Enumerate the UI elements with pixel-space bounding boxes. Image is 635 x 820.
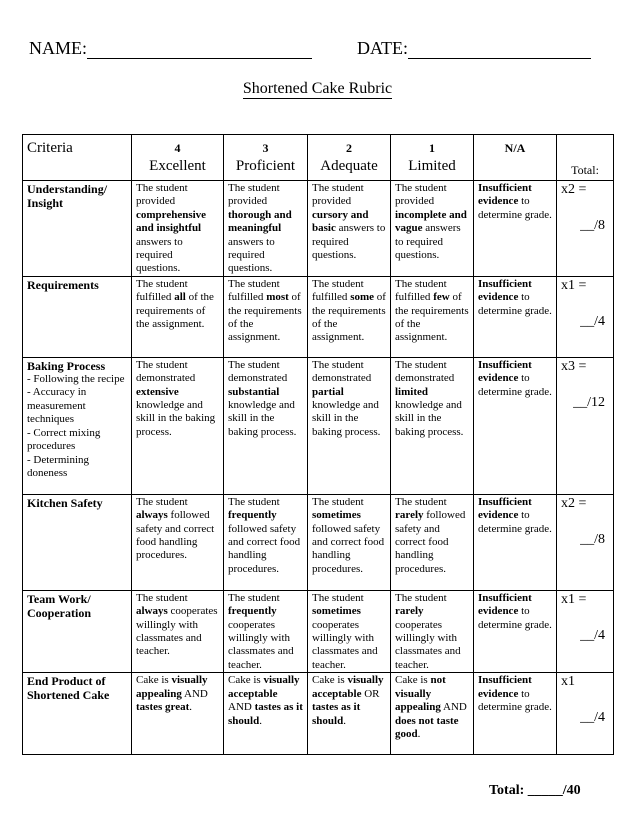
score-cell-2[interactable]: The student sometimes followed safety and correct food handling procedures. — [308, 494, 391, 590]
criterion-cell — [23, 276, 132, 357]
score-cell-3[interactable]: The student frequently cooperates willingly with classmates and teacher. — [224, 590, 308, 672]
col-na: N/A — [474, 135, 557, 181]
row-points[interactable]: __/8 — [580, 531, 605, 547]
col-1: 1 Limited — [391, 135, 474, 181]
score-cell-1[interactable]: The student rarely cooperates willingly with classmates and teacher. — [391, 590, 474, 672]
row-total-cell[interactable] — [557, 590, 614, 672]
criterion-name: Requirements — [27, 277, 99, 292]
score-cell-4[interactable]: Cake is visually appealing AND tastes great. — [132, 673, 224, 755]
date-field[interactable] — [357, 38, 591, 59]
rubric-row — [23, 276, 614, 357]
criterion-subitems — [27, 373, 127, 481]
score-cell-3[interactable]: The student demonstrated substantial knowledge and skill in the baking process. — [224, 357, 308, 494]
row-total-cell[interactable] — [557, 673, 614, 755]
criterion-subitem: - Determining doneness — [27, 453, 90, 480]
criterion-cell — [23, 673, 132, 755]
date-label: DATE: — [357, 38, 408, 58]
criterion-cell — [23, 357, 132, 494]
na-cell[interactable]: Insufficient evidence to determine grade. — [474, 181, 557, 277]
score-cell-2[interactable]: Cake is visually acceptable OR tastes as it should. — [308, 673, 391, 755]
col-2: 2 Adequate — [308, 135, 391, 181]
score-cell-3[interactable]: The student provided thorough and meaningful answers to required questions. — [224, 181, 308, 277]
multiplier: x1 = — [561, 277, 587, 293]
criterion-subitem: - Accuracy in measurement techniques — [27, 386, 87, 426]
criterion-name: Baking Process — [27, 358, 106, 373]
score-cell-1[interactable]: Cake is not visually appealing AND does not taste good. — [391, 673, 474, 755]
score-cell-1[interactable]: The student rarely followed safety and correct food handling procedures. — [391, 494, 474, 590]
score-cell-4[interactable]: The student fulfilled all of the requirements of the assignment. — [132, 276, 224, 357]
score-cell-1[interactable]: The student fulfilled few of the requirements of the assignment. — [391, 276, 474, 357]
date-line[interactable] — [408, 40, 591, 59]
score-cell-3[interactable]: Cake is visually acceptable AND tastes as it should. — [224, 673, 308, 755]
header-row — [23, 135, 614, 181]
col-criteria: Criteria — [23, 135, 132, 181]
score-cell-1[interactable]: The student provided incomplete and vague answers to required questions. — [391, 181, 474, 277]
score-cell-4[interactable]: The student demonstrated extensive knowledge and skill in the baking process. — [132, 357, 224, 494]
na-cell[interactable]: Insufficient evidence to determine grade. — [474, 673, 557, 755]
score-cell-4[interactable]: The student always followed safety and correct food handling procedures. — [132, 494, 224, 590]
row-points[interactable]: __/4 — [580, 313, 605, 329]
rubric-row — [23, 673, 614, 755]
score-cell-2[interactable]: The student sometimes cooperates willingly with classmates and teacher. — [308, 590, 391, 672]
score-cell-2[interactable]: The student demonstrated partial knowledge and skill in the baking process. — [308, 357, 391, 494]
score-cell-3[interactable]: The student frequently followed safety and correct food handling procedures. — [224, 494, 308, 590]
multiplier: x1 — [561, 674, 575, 690]
score-cell-2[interactable]: The student provided cursory and basic answers to required questions. — [308, 181, 391, 277]
col-3: 3 Proficient — [224, 135, 308, 181]
rubric-row — [23, 357, 614, 494]
name-label: NAME: — [29, 38, 87, 58]
criterion-name: Kitchen Safety — [27, 495, 103, 510]
name-field[interactable] — [29, 38, 312, 59]
criterion-name: Understanding/ Insight — [27, 182, 108, 210]
multiplier: x1 = — [561, 591, 587, 607]
multiplier: x2 = — [561, 182, 587, 197]
col-4: 4 Excellent — [132, 135, 224, 181]
rubric-row — [23, 181, 614, 277]
na-cell[interactable]: Insufficient evidence to determine grade. — [474, 357, 557, 494]
row-total-cell[interactable] — [557, 357, 614, 494]
row-points[interactable]: __/4 — [580, 627, 605, 643]
row-points[interactable]: __/4 — [580, 710, 605, 726]
row-points[interactable]: __/8 — [580, 218, 605, 233]
rubric-row — [23, 494, 614, 590]
row-total-cell[interactable] — [557, 181, 614, 277]
criterion-cell — [23, 181, 132, 277]
multiplier: x2 = — [561, 495, 587, 511]
criterion-cell — [23, 494, 132, 590]
row-total-cell[interactable] — [557, 276, 614, 357]
score-cell-2[interactable]: The student fulfilled some of the requirements of the assignment. — [308, 276, 391, 357]
na-cell[interactable]: Insufficient evidence to determine grade. — [474, 590, 557, 672]
score-cell-3[interactable]: The student fulfilled most of the requirements of the assignment. — [224, 276, 308, 357]
criterion-name: Team Work/ Cooperation — [27, 591, 91, 620]
row-points[interactable]: __/12 — [573, 394, 605, 410]
col-total: Total: — [557, 135, 614, 181]
score-cell-1[interactable]: The student demonstrated limited knowledge and skill in the baking process. — [391, 357, 474, 494]
score-cell-4[interactable]: The student provided comprehensive and insightful answers to required questions. — [132, 181, 224, 277]
na-cell[interactable]: Insufficient evidence to determine grade. — [474, 494, 557, 590]
score-cell-4[interactable]: The student always cooperates willingly with classmates and teacher. — [132, 590, 224, 672]
multiplier: x3 = — [561, 358, 587, 374]
page-title: Shortened Cake Rubric — [242, 80, 393, 97]
rubric-row — [23, 590, 614, 672]
criterion-cell — [23, 590, 132, 672]
rubric-table — [22, 134, 614, 755]
grand-total[interactable]: Total: _____/40 — [489, 783, 581, 798]
criterion-subitem: - Correct mixing procedures — [27, 426, 101, 453]
criterion-name: End Product of Shortened Cake — [27, 674, 110, 703]
name-line[interactable] — [87, 40, 312, 59]
na-cell[interactable]: Insufficient evidence to determine grade. — [474, 276, 557, 357]
row-total-cell[interactable] — [557, 494, 614, 590]
criterion-subitem: - Following the recipe — [27, 372, 125, 385]
